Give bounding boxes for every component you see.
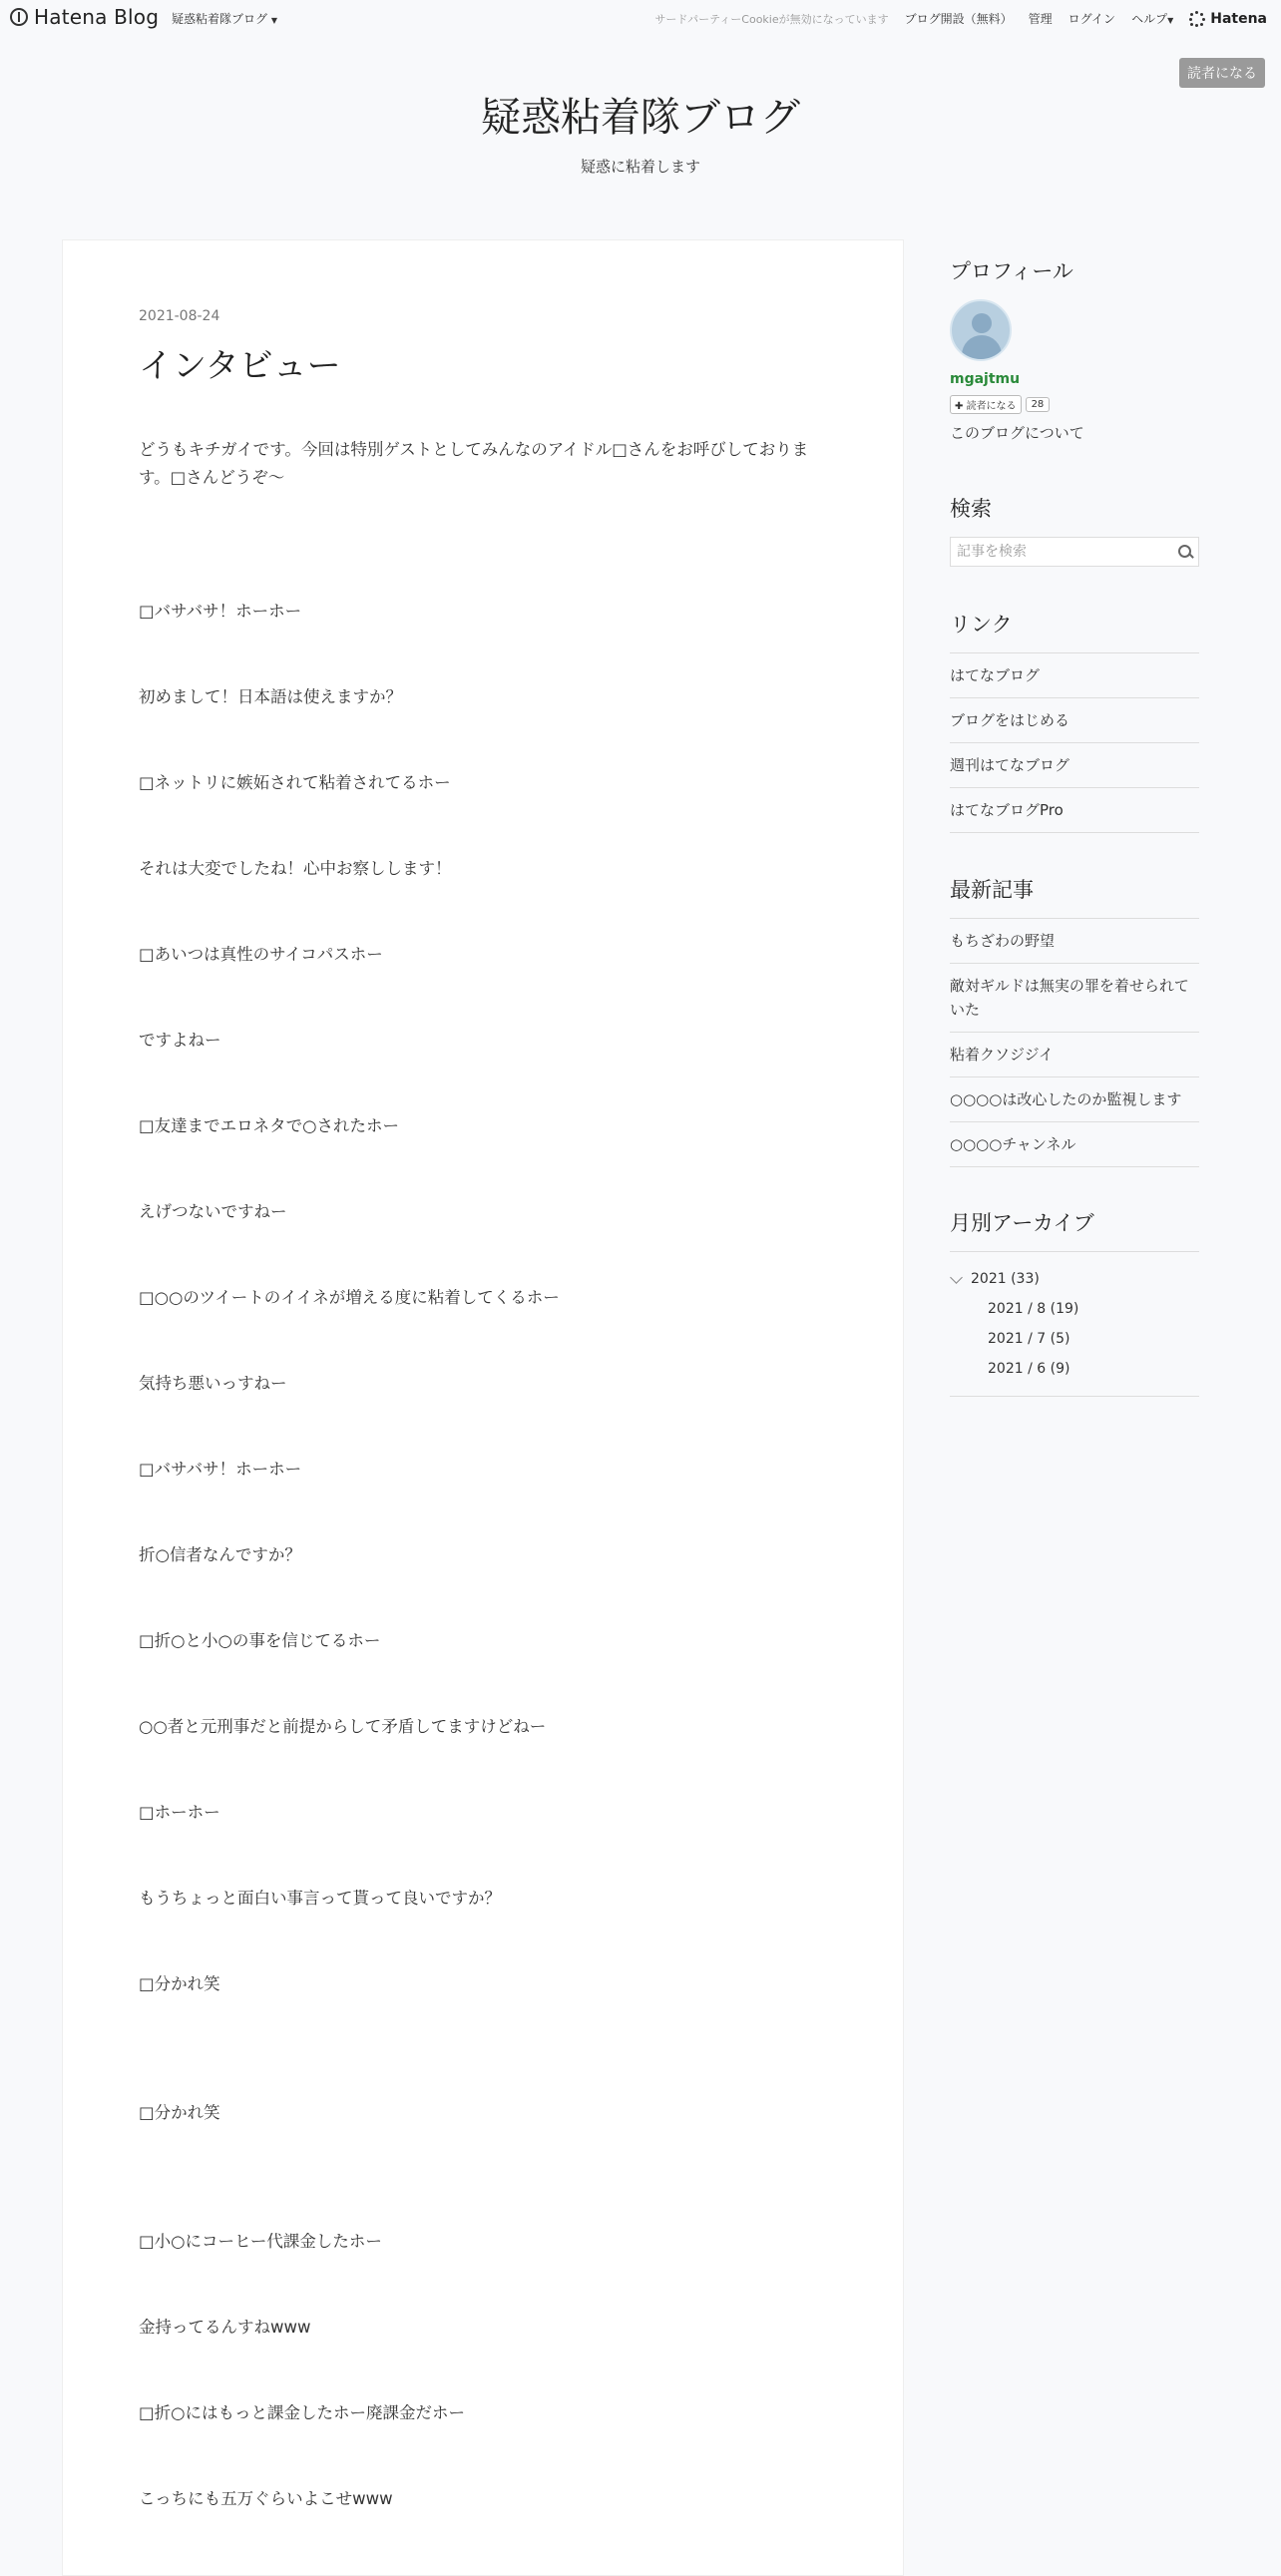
recent-entry[interactable]: 敵対ギルドは無実の罪を着せられていた: [950, 964, 1199, 1033]
hatena-menu[interactable]: [1189, 11, 1267, 27]
blog-menu-label: 疑惑粘着隊ブログ: [172, 12, 268, 26]
archive-list: [950, 1251, 1199, 1397]
archive-month[interactable]: 2021 / 6 (9): [988, 1361, 1070, 1377]
search-box: [950, 537, 1199, 567]
search-input[interactable]: [951, 539, 1172, 565]
recent-list: [950, 918, 1199, 1167]
paragraph: もうちょっと面白い事言って貰って良いですか？: [139, 1889, 501, 1908]
open-blog-link[interactable]: ブログ開設（無料）: [904, 12, 1013, 26]
blog-description: 疑惑に粘着します: [580, 158, 700, 176]
article: [62, 239, 904, 2576]
global-nav: [639, 10, 1267, 27]
blog-menu-dropdown[interactable]: [172, 10, 277, 27]
paragraph: 折○信者なんですか？: [139, 1545, 301, 1564]
archive-year-label: 2021 (33): [971, 1271, 1040, 1287]
search-icon[interactable]: [1172, 539, 1198, 565]
reader-row: [950, 395, 1199, 414]
recent-title: 最新記事: [950, 878, 1034, 902]
recent-entry[interactable]: もちざわの野望: [950, 919, 1199, 964]
profile-title: プロフィール: [950, 259, 1073, 283]
archive-title: 月別アーカイブ: [950, 1211, 1094, 1235]
entry-date[interactable]: 2021-08-24: [139, 308, 220, 324]
paragraph: □友達までエロネタで○されたホー: [139, 1116, 399, 1135]
profile-name[interactable]: mgajtmu: [950, 371, 1021, 387]
chevron-down-icon[interactable]: [950, 1271, 963, 1284]
paragraph: □折○にはもっと課金したホー廃課金だホー: [139, 2403, 465, 2422]
archive-module: [950, 1207, 1199, 1397]
search-title: 検索: [950, 497, 992, 521]
profile-module: [950, 255, 1199, 443]
profile-subscribe-label: 読者になる: [966, 401, 1017, 412]
plus-icon: ✚: [955, 401, 967, 412]
blog-title[interactable]: 疑惑粘着隊ブログ: [481, 95, 800, 141]
help-menu[interactable]: [1131, 10, 1173, 27]
link-item[interactable]: はてなブログ: [950, 653, 1199, 698]
hatena-blog-logo-icon: [10, 8, 28, 26]
link-item[interactable]: はてなブログPro: [950, 788, 1199, 833]
link-item[interactable]: 週刊はてなブログ: [950, 743, 1199, 788]
paragraph: 初めまして！日本語は使えますか？: [139, 687, 402, 706]
logo-text: Hatena Blog: [34, 5, 160, 29]
hatena-dots-icon: [1189, 11, 1205, 27]
recent-entry[interactable]: 粘着クソジジイ: [950, 1033, 1199, 1077]
paragraph: 金持ってるんすねwww: [139, 2318, 311, 2337]
paragraph: □バサバサ！ホーホー: [139, 1460, 302, 1479]
paragraph: ○○者と元刑事だと前提からして矛盾してますけどねー: [139, 1717, 547, 1736]
paragraph: □折○と小○の事を信じてるホー: [139, 1631, 381, 1650]
paragraph: □分かれ笑: [139, 2103, 220, 2122]
paragraph: □小○にコーヒー代課金したホー: [139, 2232, 382, 2251]
paragraph: □あいつは真性のサイコパスホー: [139, 945, 383, 964]
recent-entry[interactable]: ○○○○チャンネル: [950, 1122, 1199, 1167]
admin-link[interactable]: 管理: [1028, 12, 1053, 26]
paragraph: □ネットリに嫉妬されて粘着されてるホー: [139, 773, 451, 792]
archive-month[interactable]: 2021 / 8 (19): [988, 1301, 1079, 1317]
archive-year[interactable]: [950, 1264, 1199, 1294]
about-blog-link[interactable]: このブログについて: [950, 424, 1084, 442]
entry-title[interactable]: インタビュー: [139, 346, 341, 386]
archive-month[interactable]: 2021 / 7 (5): [988, 1331, 1070, 1347]
cookie-notice: サードパーティーCookieが無効になっています: [654, 12, 889, 26]
paragraph: ですよねー: [139, 1031, 221, 1050]
link-item[interactable]: ブログをはじめる: [950, 698, 1199, 743]
paragraph: 気持ち悪いっすねー: [139, 1374, 287, 1393]
paragraph: □ホーホー: [139, 1803, 220, 1822]
paragraph: □分かれ笑: [139, 1974, 220, 1993]
recent-entry[interactable]: ○○○○は改心したのか監視します: [950, 1077, 1199, 1122]
link-list: [950, 652, 1199, 833]
paragraph: こっちにも五万ぐらいよこせwww: [139, 2489, 393, 2508]
links-module: [950, 609, 1199, 833]
hatena-label: Hatena: [1210, 10, 1267, 27]
paragraph: □○○のツイートのイイネが増える度に粘着してくるホー: [139, 1288, 560, 1307]
links-title: リンク: [950, 613, 1013, 637]
hatena-blog-logo[interactable]: [10, 5, 159, 29]
global-header: [0, 0, 1281, 36]
help-label: ヘルプ: [1131, 12, 1168, 26]
profile-subscribe-button[interactable]: [950, 395, 1022, 414]
subscribe-button[interactable]: 読者になる: [1179, 58, 1265, 88]
chevron-down-icon: ▼: [1167, 16, 1174, 25]
chevron-down-icon: ▼: [270, 16, 277, 25]
avatar[interactable]: [950, 299, 1012, 361]
search-module: [950, 493, 1199, 567]
paragraph: えげつないですねー: [139, 1202, 287, 1221]
paragraph: それは大変でしたね！心中お察しします！: [139, 859, 452, 878]
paragraph: □バサバサ！ホーホー: [139, 602, 302, 621]
paragraph: どうもキチガイです。今回は特別ゲストとしてみんなのアイドル□さんをお呼びしております。□さんどうぞ〜: [139, 440, 809, 487]
login-link[interactable]: ログイン: [1068, 12, 1116, 26]
recent-entries-module: [950, 874, 1199, 1167]
reader-count[interactable]: 28: [1026, 397, 1051, 412]
